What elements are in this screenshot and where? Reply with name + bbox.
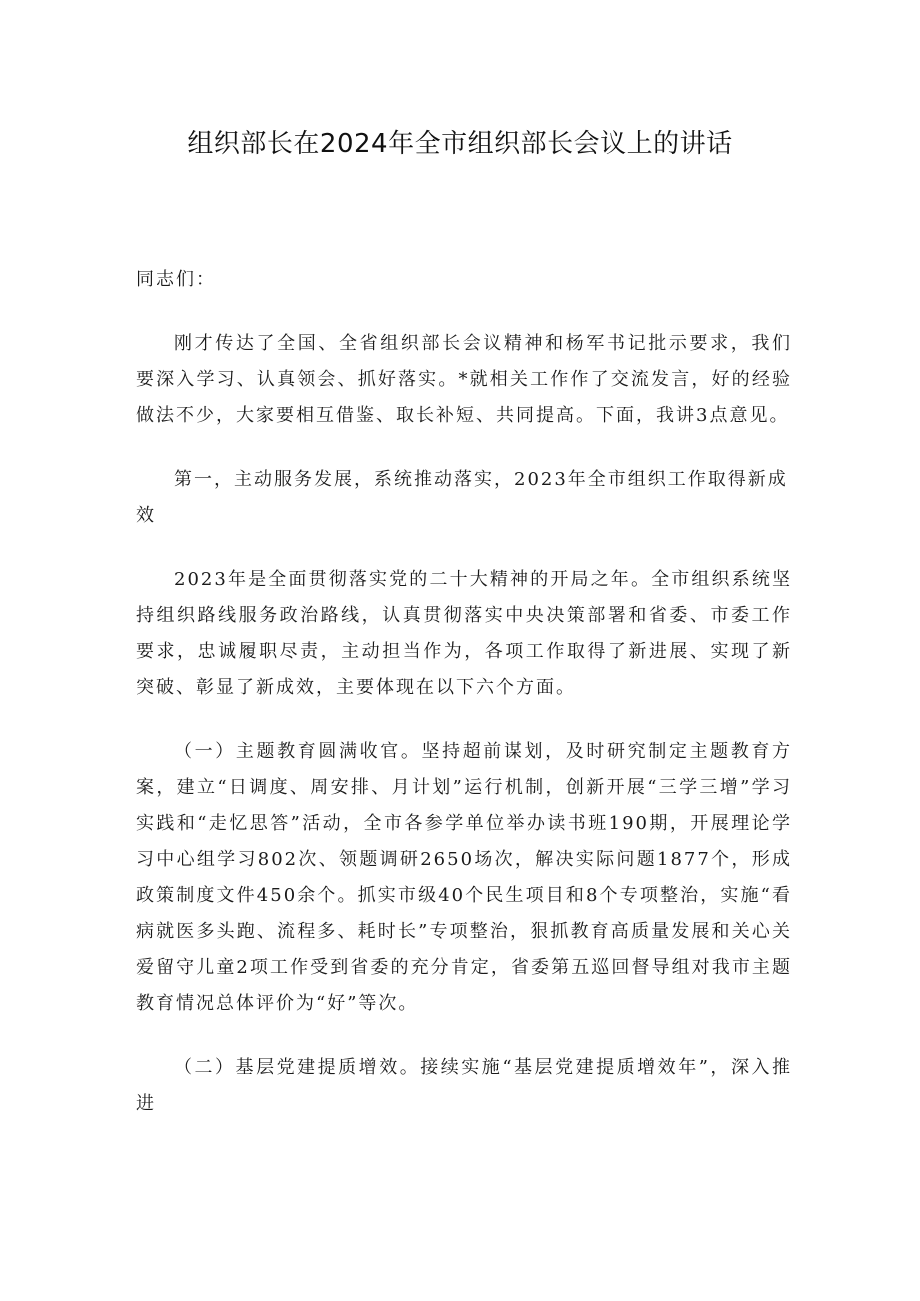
paragraph-overview: 2023年是全面贯彻落实党的二十大精神的开局之年。全市组织系统坚持组织路线服务政治路线，认真贯彻落实中央决策部署和省委、市委工作要求，忠诚履职尽责，主动担当作为，各项工作取得了新进展、实现了新突破、彰显了新成效，主要体现在以下六个方面。 <box>136 569 792 698</box>
salutation: 同志们： <box>136 269 216 290</box>
paragraph-grassroots-party: （二）基层党建提质增效。接续实施“基层党建提质增效年”，深入推进 <box>136 1057 792 1114</box>
document-title: 组织部长在2024年全市组织部长会议上的讲话 <box>187 129 733 159</box>
document-body <box>136 262 792 1150</box>
section-heading-first: 第一，主动服务发展，系统推动落实，2023年全市组织工作取得新成效 <box>136 469 788 526</box>
paragraph-intro: 刚才传达了全国、全省组织部长会议精神和杨军书记批示要求，我们要深入学习、认真领会、抓好落实。*就相关工作作了交流发言，好的经验做法不少，大家要相互借鉴、取长补短、共同提高。下面，我讲3点意见。 <box>136 333 792 426</box>
paragraph-theme-education: （一）主题教育圆满收官。坚持超前谋划，及时研究制定主题教育方案，建立“日调度、周安排、月计划”运行机制，创新开展“三学三增”学习实践和“走忆思答”活动，全市各参学单位举办读书班190期，开展理论学习中心组学习802次、领题调研2650场次，解决实际问题1877个，形成政策制度文件450余个。抓实市级40个民生项目和8个专项整治，实施“看病就医多头跑、流程多、耗时长”专项整治，狠抓教育高质量发展和关心关爱留守儿童2项工作受到省委的充分肯定，省委第五巡回督导组对我市主题教育情况总体评价为“好”等次。 <box>136 741 792 1014</box>
